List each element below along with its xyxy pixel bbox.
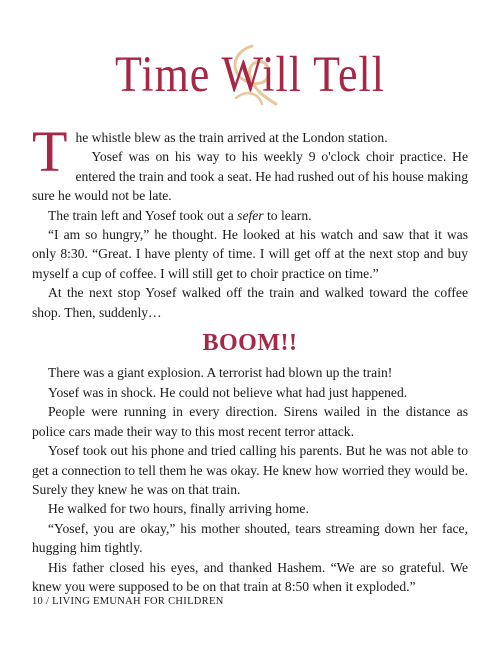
sefer-word: sefer: [237, 207, 264, 223]
paragraph: Yosef took out his phone and tried calling his parents. But he was not able to get a connection to tell them he was okay. He knew how worried they would be. Surely they knew he was on that train.: [32, 443, 468, 497]
paragraph: His father closed his eyes, and thanked Hashem. “We are so grateful. We knew you were supposed to be on that train at 8:50 when it exploded.”: [32, 559, 468, 594]
page-title: Time Will Tell: [115, 46, 385, 103]
paragraph: The whistle blew as the train arrived at the London station.: [32, 119, 388, 184]
paragraph: Yosef was in shock. He could not believe what had just happened.: [48, 384, 408, 400]
paragraph: “I am so hungry,” he thought. He looked at his watch and saw that it was only 8:30. “Great. I have plenty of time. I will get off at the next stop and buy myself a cup of coffee. I will still get to choir practice on time.”: [32, 227, 468, 281]
boom-heading: BOOM!!: [202, 330, 298, 357]
paragraph: He walked for two hours, finally arriving home.: [48, 501, 309, 517]
paragraph: There was a giant explosion. A terrorist had blown up the train!: [48, 365, 393, 381]
title-block: [0, 40, 500, 110]
page-footer: 10 / LIVING EMUNAH FOR CHILDREN: [32, 596, 224, 607]
paragraph: The train left and Yosef took out a sefer to learn.: [48, 207, 312, 223]
drop-cap: T: [32, 119, 68, 184]
paragraph: “Yosef, you are okay,” his mother shouted, tears streaming down her face, hugging him tightly.: [32, 520, 468, 556]
paragraph: Yosef was on his way to his weekly 9 o'clock choir practice. He entered the train and took a seat. He had rushed out of his house making sure he would not be late.: [32, 149, 468, 204]
paragraph: At the next stop Yosef walked off the train and walked toward the coffee shop. Then, suddenly…: [32, 285, 468, 320]
story-body: [32, 119, 468, 596]
paragraph: People were running in every direction. Sirens wailed in the distance as police cars made their way to this most recent terror attack.: [32, 404, 468, 439]
